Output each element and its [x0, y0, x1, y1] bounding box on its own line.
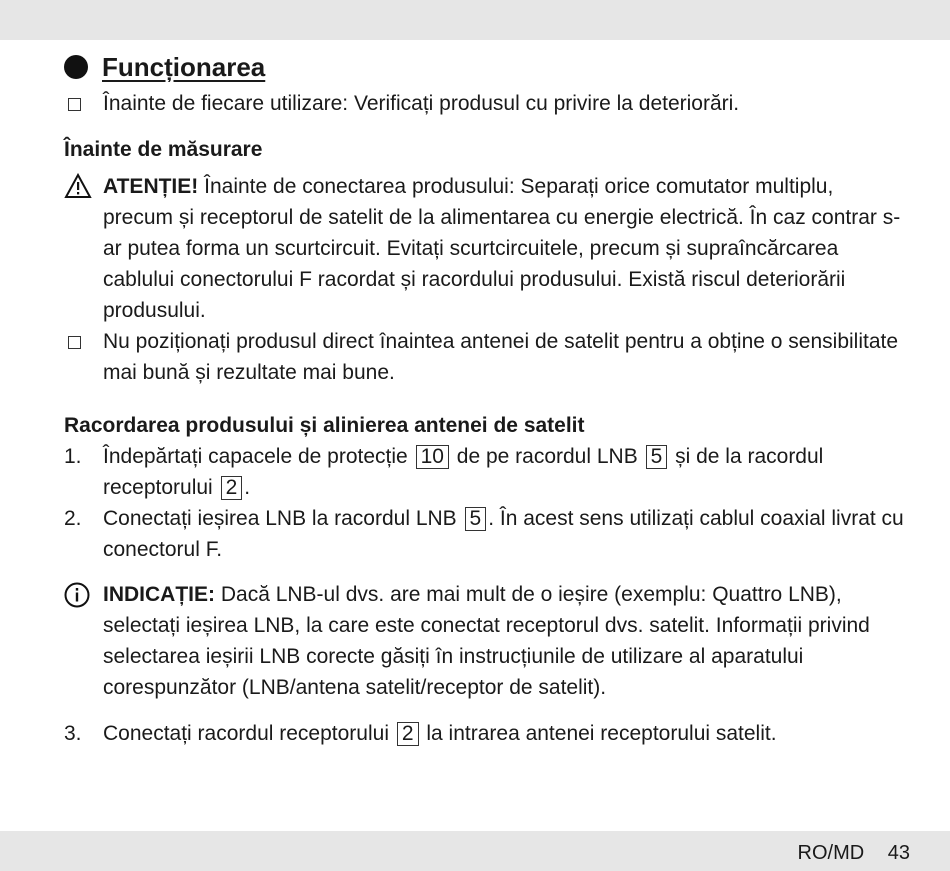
- reference-number-box: 5: [646, 445, 668, 469]
- warning-label: ATENȚIE!: [103, 175, 199, 198]
- reference-number-box: 10: [416, 445, 449, 469]
- step-3: 3. Conectați racordul receptorului 2 la intrarea antenei receptorului satelit.: [64, 718, 904, 749]
- step-number: 2.: [64, 507, 82, 530]
- step-1: 1. Îndepărtați capacele de protecție 10 de pe racordul LNB 5 și de la racordul receptorului 2 .: [64, 441, 904, 503]
- page-footer: [798, 842, 910, 865]
- page-title: Funcționarea: [102, 51, 266, 82]
- top-band: [0, 0, 950, 40]
- note-label: INDICAȚIE:: [103, 583, 215, 606]
- page-content: [64, 50, 904, 749]
- step-number: 1.: [64, 445, 82, 468]
- reference-number-box: 2: [221, 476, 243, 500]
- reference-number-box: 2: [397, 722, 419, 746]
- section-title-row: [64, 50, 904, 84]
- section-heading-connection: Racordarea produsului și alinierea antenei de satelit: [64, 414, 585, 437]
- footer-language: RO/MD: [797, 842, 865, 864]
- step-2: 2. Conectați ieșirea LNB la racordul LNB 5 . În acest sens utilizați cablul coaxial livrat cu conectorul F.: [64, 503, 904, 565]
- warning-triangle-icon: [64, 173, 92, 199]
- note-block: [64, 579, 904, 703]
- info-icon: [64, 582, 90, 608]
- step-number: 3.: [64, 722, 82, 745]
- positioning-item-text: Nu poziționați produsul direct înaintea antenei de satelit pentru a obține o sensibilitate mai bună și rezultate mai bune.: [103, 330, 899, 384]
- note-text: Dacă LNB-ul dvs. are mai mult de o ieșire (exemplu: Quattro LNB), selectați ieșirea LNB, la care este conectat receptorul dvs. satelit. Informații privind selectarea ieșirii LNB corecte găsiți în instrucțiunile de utilizare al aparatului corespunzător (LNB/antena satelit/receptor de satelit).: [103, 583, 870, 699]
- page-number: 43: [887, 842, 910, 864]
- bullet-dot-icon: [64, 55, 88, 79]
- positioning-list-item: [64, 326, 904, 388]
- warning-block: [64, 171, 904, 326]
- checkbox-bullet-icon: [68, 336, 81, 349]
- intro-item-text: Înainte de fiecare utilizare: Verificați produsul cu privire la deteriorări.: [103, 92, 740, 115]
- checkbox-bullet-icon: [68, 98, 81, 111]
- reference-number-box: 5: [465, 507, 487, 531]
- warning-text: Înainte de conectarea produsului: Separați orice comutator multiplu, precum și receptorul de satelit de la alimentarea cu energie electrică. În caz contrar s-ar putea forma un scurtcircuit. Evitați scurtcircuitele, precum și supraîncărcarea cablului conectorului F racordat și racordului produsului. Există riscul deteriorării produsului.: [103, 175, 901, 322]
- intro-list-item: [64, 88, 904, 120]
- section-heading-before-measure: Înainte de măsurare: [64, 138, 263, 161]
